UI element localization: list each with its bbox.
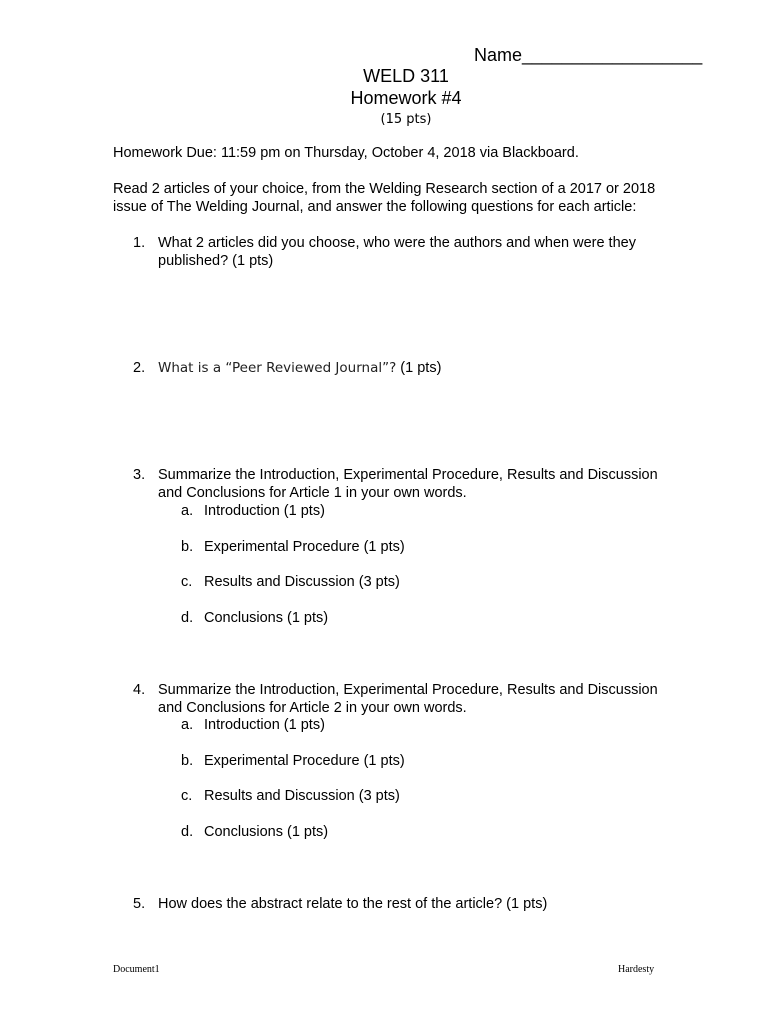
subitem-text: Experimental Procedure (1 pts) <box>204 753 405 769</box>
question-line: published? (1 pts) <box>158 252 274 269</box>
question-line: Summarize the Introduction, Experimental Procedure, Results and Discussion <box>158 682 658 698</box>
subitem-text: Results and Discussion (3 pts) <box>204 788 400 804</box>
footer-author: Hardesty <box>618 964 655 975</box>
subitem-text: Introduction (1 pts) <box>204 717 325 733</box>
question-number: 2. <box>133 360 146 376</box>
due-line: Homework Due: 11:59 pm on Thursday, October 4, 2018 via Blackboard. <box>113 145 579 161</box>
subitem-text: Conclusions (1 pts) <box>204 610 329 626</box>
question-text <box>158 896 547 914</box>
page-title: Homework #4 <box>350 88 462 108</box>
subitem-text: Conclusions (1 pts) <box>204 824 329 840</box>
question-line: and Conclusions for Article 1 in your own words. <box>158 484 467 501</box>
question-number: 1. <box>133 235 146 251</box>
subitem-letter: d. <box>181 824 194 840</box>
question-points: (1 pts) <box>396 360 442 376</box>
question-line: How does the abstract relate to the rest of the article? (1 pts) <box>158 896 548 912</box>
subitem-letter: b. <box>181 753 194 769</box>
question-number: 5. <box>133 896 146 912</box>
subitem-text: Introduction (1 pts) <box>204 503 325 519</box>
question-number: 4. <box>133 682 146 698</box>
subitem-text: Results and Discussion (3 pts) <box>204 574 400 590</box>
question-text <box>158 360 441 378</box>
question-line: Summarize the Introduction, Experimental Procedure, Results and Discussion <box>158 467 658 483</box>
question-text-part: What is a “Peer Reviewed Journal”? <box>158 360 397 376</box>
instructions-line: issue of The Welding Journal, and answer the following questions for each article: <box>113 198 637 215</box>
question-text <box>158 682 658 717</box>
subitem-letter: a. <box>181 503 194 519</box>
name-field: Name__________________ <box>474 45 703 65</box>
instructions <box>113 181 655 216</box>
question-number: 3. <box>133 467 146 483</box>
footer-document-name: Document1 <box>113 964 160 975</box>
subitem-letter: a. <box>181 717 194 733</box>
question-text <box>158 467 658 502</box>
question-text <box>158 235 636 270</box>
subitem-letter: b. <box>181 539 194 555</box>
subitem-text: Experimental Procedure (1 pts) <box>204 539 405 555</box>
question-line: What 2 articles did you choose, who were the authors and when were they <box>158 235 636 251</box>
course-code: WELD 311 <box>363 66 449 86</box>
subitem-letter: c. <box>181 574 193 590</box>
subitem-letter: c. <box>181 788 193 804</box>
instructions-line: Read 2 articles of your choice, from the Welding Research section of a 2017 or 2018 <box>113 181 656 197</box>
question-line: and Conclusions for Article 2 in your own words. <box>158 699 467 716</box>
total-points: (15 pts) <box>380 112 432 127</box>
subitem-letter: d. <box>181 610 194 626</box>
